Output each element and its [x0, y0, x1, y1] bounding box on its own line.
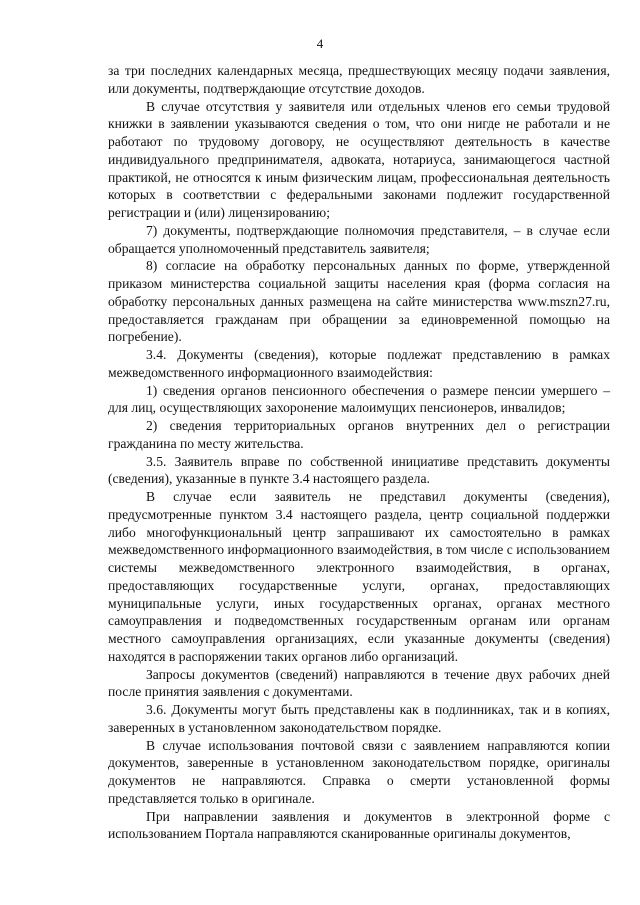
page-number: 4 — [316, 36, 324, 51]
paragraph-section-3-5: 3.5. Заявитель вправе по собственной инициативе представить документы (сведения), указанные в пункте 3.4 настоящего раздела. — [108, 453, 610, 487]
paragraph-electronic-submission: При направлении заявления и документов в электронной форме с использованием Портала направляются сканированные оригиналы документов, — [108, 808, 610, 842]
paragraph-3-4-item-1: 1) сведения органов пенсионного обеспечения о размере пенсии умершего – для лиц, осуществляющих захоронение малоимущих пенсионеров, инвалидов; — [108, 382, 610, 416]
paragraph-3-4-item-2: 2) сведения территориальных органов внутренних дел о регистрации гражданина по месту жительства. — [108, 418, 610, 451]
paragraph-postal-submission: В случае использования почтовой связи с заявлением направляются копии документов, заверенные в установленном законодательством порядке, оригиналы документов не направляются. Справка о смерти установленной формы представляется только в оригинале. — [108, 737, 610, 806]
paragraph-item-7: 7) документы, подтверждающие полномочия представителя, – в случае если обращается уполномоченный представитель заявителя; — [108, 222, 610, 256]
paragraph-item-8: 8) согласие на обработку персональных данных по форме, утвержденной приказом министерства социальной защиты населения края (форма согласия на обработку персональных данных размещена на сайте министерства www.mszn27.ru, предоставляется гражданам при обращении за единовременной помощью на погребение). — [108, 258, 610, 345]
body-text — [108, 62, 610, 843]
paragraph-request-deadline: Запросы документов (сведений) направляются в течение двух рабочих дней после принятия заявления с документами. — [108, 666, 610, 700]
paragraph-interagency-request: В случае если заявитель не представил документы (сведения), предусмотренные пунктом 3.4 настоящего раздела, центр социальной поддержки либо многофункциональный центр запрашивают их самостоятельно в рамках межведомственного информационного взаимодействия, в том числе с использованием системы межведомственного электронного взаимодействия, в органах, предоставляющих государственные услуги, органах, предоставляющих муниципальные услуги, иных государственных органах, органах местного самоуправления и подведомственных государственным органам или органам местного самоуправления организациях, если указанные документы (сведения) находятся в распоряжении таких органов либо организаций. — [108, 489, 610, 664]
paragraph-continuation: за три последних календарных месяца, предшествующих месяцу подачи заявления, или документы, подтверждающие отсутствие доходов. — [108, 63, 610, 96]
paragraph-section-3-4: 3.4. Документы (сведения), которые подлежат представлению в рамках межведомственного информационного взаимодействия: — [108, 347, 610, 380]
paragraph-no-work-book: В случае отсутствия у заявителя или отдельных членов его семьи трудовой книжки в заявлении указываются сведения о том, что они нигде не работали и не работают по трудовому договору, не осуществляют деятельность в качестве индивидуального предпринимателя, адвоката, нотариуса, занимающегося частной практикой, не относятся к иным физическим лицам, профессиональная деятельность которых в соответствии с федеральными законами подлежит государственной регистрации и (или) лицензированию; — [108, 98, 610, 220]
paragraph-section-3-6: 3.6. Документы могут быть представлены как в подлинниках, так и в копиях, заверенных в установленном законодательством порядке. — [108, 702, 610, 735]
